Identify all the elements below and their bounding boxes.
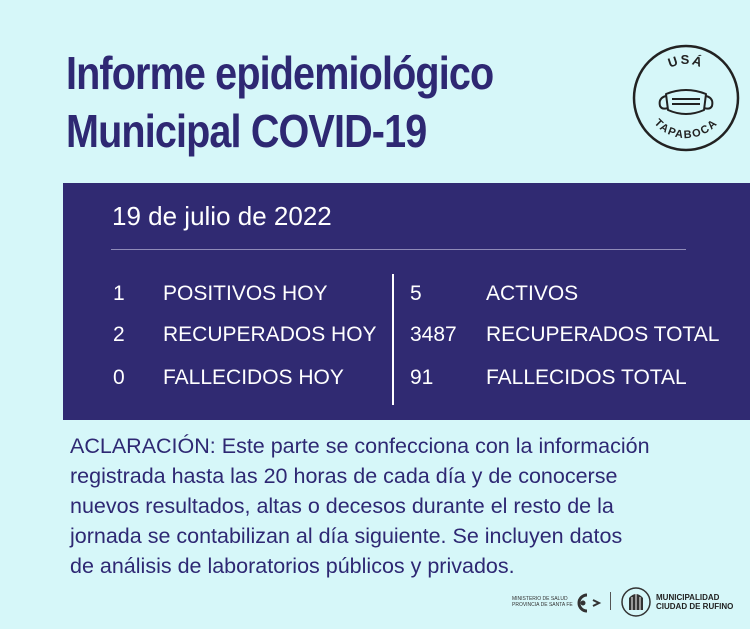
stat-value: 2: [113, 323, 125, 346]
municipality-city: CIUDAD DE RUFINO: [656, 602, 734, 611]
stat-label: ACTIVOS: [486, 282, 579, 305]
title-line-1: Informe epidemiológico: [66, 47, 494, 99]
face-mask-icon: [660, 90, 713, 114]
disclaimer-line: jornada se contabilizan al día siguiente. Se incluyen datos: [70, 524, 623, 548]
stat-value: 0: [113, 366, 125, 389]
badge-top-text: USÁ: [665, 52, 707, 71]
divider-horizontal: [111, 249, 686, 250]
stat-label: RECUPERADOS TOTAL: [486, 323, 720, 346]
stat-label: POSITIVOS HOY: [163, 282, 328, 305]
divider-vertical: [392, 274, 394, 405]
footer-logos: [512, 584, 748, 620]
title-line-2: Municipal COVID-19: [66, 105, 427, 157]
stat-value: 91: [410, 366, 434, 389]
report-date: 19 de julio de 2022: [112, 201, 332, 231]
badge-bottom-text: TAPABOCA: [651, 116, 721, 142]
municipality-name: MUNICIPALIDAD: [656, 593, 720, 602]
province-logo-text: PROVINCIA DE SANTA FE: [512, 602, 573, 608]
logo-divider: [610, 592, 611, 610]
disclaimer-line: de análisis de laboratorios públicos y privados.: [70, 554, 515, 578]
mask-badge-icon: [630, 42, 742, 154]
province-logo-text: MINISTERIO DE SALUD: [512, 596, 568, 602]
municipality-crest-icon: [620, 586, 652, 618]
stat-label: FALLECIDOS HOY: [163, 366, 344, 389]
province-logo-icon: [569, 591, 603, 615]
disclaimer-text: [70, 431, 710, 581]
stat-value: 1: [113, 282, 125, 305]
report-panel: [63, 183, 750, 420]
page-title: [66, 44, 493, 160]
disclaimer-line: ACLARACIÓN: Este parte se confecciona con la información: [70, 434, 650, 458]
disclaimer-line: nuevos resultados, altas o decesos durante el resto de la: [70, 494, 614, 518]
stat-value: 5: [410, 282, 422, 305]
stat-label: RECUPERADOS HOY: [163, 323, 377, 346]
stat-value: 3487: [410, 323, 457, 346]
stat-label: FALLECIDOS TOTAL: [486, 366, 687, 389]
disclaimer-line: registrada hasta las 20 horas de cada día y de conocerse: [70, 464, 618, 488]
